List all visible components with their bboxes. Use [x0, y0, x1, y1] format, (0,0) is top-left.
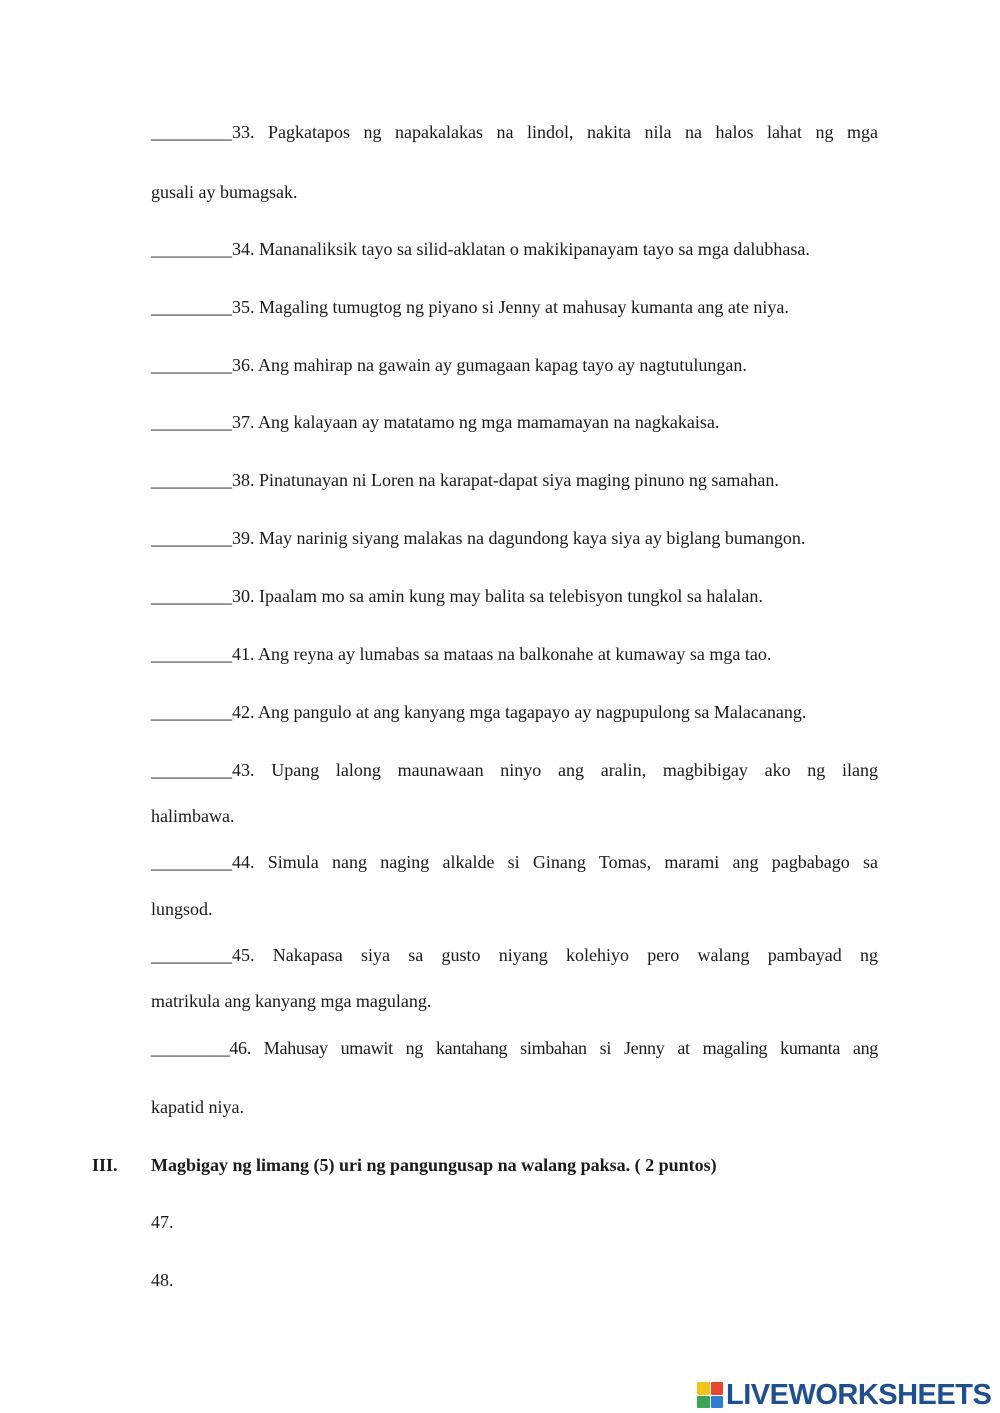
item-33-line1: _________33. Pagkatapos ng napakalakas na lindol, nakita nila na halos lahat ng mga — [151, 122, 878, 142]
liveworksheets-watermark — [697, 1378, 991, 1412]
item-41: _________41. Ang reyna ay lumabas sa mataas na balkonahe at kumaway sa mga tao. — [151, 644, 772, 664]
logo-cell-2 — [711, 1382, 724, 1395]
answer-48-label: 48. — [151, 1270, 174, 1290]
item-46-line2: kapatid niya. — [151, 1097, 244, 1117]
item-39: _________39. May narinig siyang malakas na dagundong kaya siya ay biglang bumangon. — [151, 528, 806, 548]
item-44-line2: lungsod. — [151, 899, 213, 919]
item-37: _________37. Ang kalayaan ay matatamo ng mga mamamayan na nagkakaisa. — [151, 412, 720, 432]
liveworksheets-logo-icon — [697, 1382, 723, 1408]
logo-cell-3 — [697, 1396, 710, 1409]
item-43-line2: halimbawa. — [151, 806, 235, 826]
item-36: _________36. Ang mahirap na gawain ay gumagaan kapag tayo ay nagtutulungan. — [151, 355, 747, 375]
item-43-line1: _________43. Upang lalong maunawaan ninyo ang aralin, magbibigay ako ng ilang — [151, 760, 878, 780]
logo-cell-1 — [697, 1382, 710, 1395]
liveworksheets-brand-text: LIVEWORKSHEETS — [726, 1379, 992, 1411]
section-3-title: Magbigay ng limang (5) uri ng pangungusap na walang paksa. ( 2 puntos) — [151, 1155, 717, 1175]
item-38: _________38. Pinatunayan ni Loren na karapat-dapat siya maging pinuno ng samahan. — [151, 470, 779, 490]
item-45-line1: _________45. Nakapasa siya sa gusto niyang kolehiyo pero walang pambayad ng — [151, 945, 878, 965]
logo-cell-4 — [711, 1396, 724, 1409]
item-42: _________42. Ang pangulo at ang kanyang mga tagapayo ay nagpupulong sa Malacanang. — [151, 702, 807, 722]
item-35: _________35. Magaling tumugtog ng piyano si Jenny at mahusay kumanta ang ate niya. — [151, 297, 789, 317]
item-46-line1: _________46. Mahusay umawit ng kantahang simbahan si Jenny at magaling kumanta ang — [151, 1038, 878, 1058]
item-44-line1: _________44. Simula nang naging alkalde si Ginang Tomas, marami ang pagbabago sa — [151, 852, 878, 872]
item-45-line2: matrikula ang kanyang mga magulang. — [151, 991, 432, 1011]
section-3-numeral: III. — [92, 1155, 118, 1175]
item-33-line2: gusali ay bumagsak. — [151, 182, 298, 202]
item-30: _________30. Ipaalam mo sa amin kung may balita sa telebisyon tungkol sa halalan. — [151, 586, 763, 606]
answer-47-label: 47. — [151, 1212, 174, 1232]
item-34: _________34. Mananaliksik tayo sa silid-aklatan o makikipanayam tayo sa mga dalubhasa. — [151, 239, 810, 259]
